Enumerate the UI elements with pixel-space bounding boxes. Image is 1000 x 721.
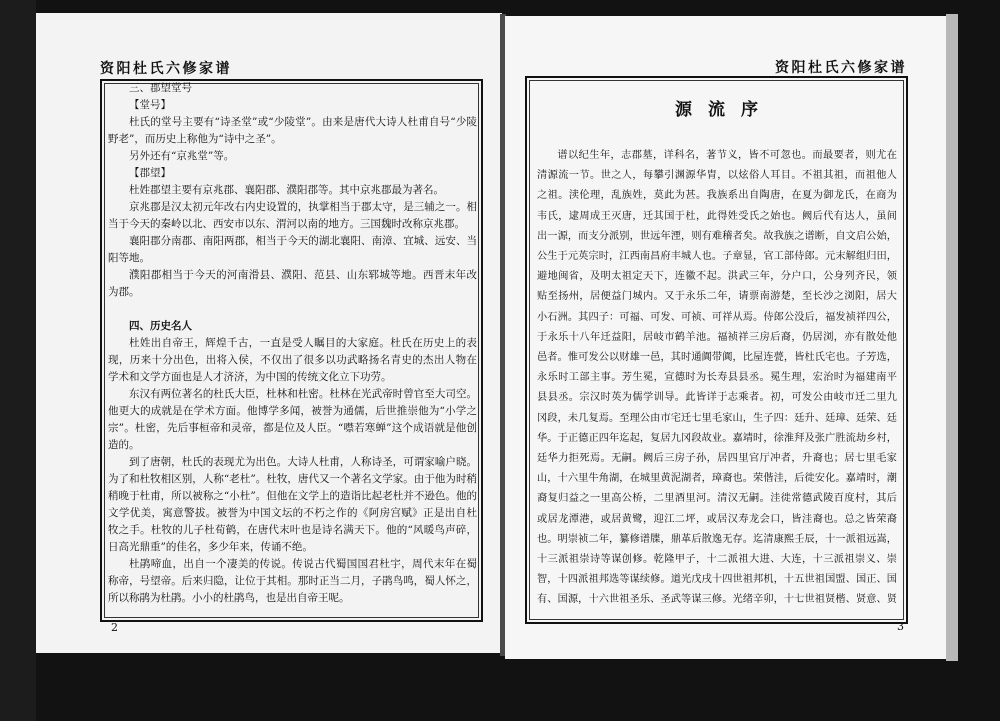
section-heading: 三、郡望堂号 <box>129 82 192 94</box>
section-heading: 四、历史名人 <box>129 320 192 332</box>
text-line: 永乐时工部主事。芳生冕，宣德时为长寿县县丞。冕生理，宏治时为福建南平 <box>537 372 897 384</box>
text-line: 到了唐朝，杜氏的表现尤为出色。大诗人杜甫，人称诗圣，可谓家喻户晓。 <box>129 456 477 468</box>
text-line: 所以称鹃为杜鹃。小小的杜鹃鸟，也是出自帝王呢。 <box>108 592 350 604</box>
text-line: 十三派祖崇诗等谋创修。乾隆甲子，十二派祖大进、大连，十三派祖崇义、崇 <box>537 554 897 566</box>
page-edge <box>946 14 958 661</box>
text-line: 称帝，号望帝。后来归隐，让位于其相。那时正当二月，子鹃鸟鸣，蜀人怀之， <box>108 575 477 587</box>
text-line: 稍晚于杜甫，所以被称之“小杜”。但他在文学上的造诣比起老杜并不逊色。他的 <box>108 490 477 502</box>
text-line: 有、国源，十六世祖圣乐、圣武等谋三修。光绪辛卯，十七世祖贤楷、贤意、贤 <box>537 594 897 606</box>
text-line: 他更大的成就是在学术方面。他博学多闻，被誉为通儒，后世推崇他为“小学之 <box>108 405 477 417</box>
text-line: 野老”，而历史上称他为“诗中之圣”。 <box>108 133 282 145</box>
text-line: 造的。 <box>108 439 140 451</box>
text-line: 杜鹃啼血，出自一个凄美的传说。传说古代蜀国国君杜宇，周代末年在蜀 <box>129 558 477 570</box>
text-line: 贴至扬州，居便益门城内。又于永乐二年，请票南游楚，至长沙之浏阳，居大 <box>537 291 897 303</box>
scan-background <box>0 0 36 721</box>
text-line: 或居龙潭港，或居黄鹭，迎江二坪，或居汉寿龙会口，皆洼裔也。总之皆荣裔 <box>537 513 897 525</box>
text-line: 襄阳郡分南郡、南阳两郡，相当于今天的湖北襄阳、南漳、宜城、远安、当 <box>129 235 477 247</box>
text-line: 避地闽省，及明太祖定天下，连徽不起。洪武三年，分户口，公身列齐民，领 <box>537 271 897 283</box>
text-line: 谱以纪生年，志郡墓，详科名，著节义，皆不可忽也。而最要者，则尤在 <box>557 150 897 161</box>
text-line: 濮阳郡相当于今天的河南滑县、濮阳、范县、山东郓城等地。西晋末年改 <box>129 269 477 281</box>
text-line: 现，历来十分出色，出将入侯，不仅出了很多以功武略扬名青史的杰出人物在 <box>108 354 477 366</box>
chapter-title: 源流序 <box>675 100 774 120</box>
page-number: 2 <box>111 621 118 634</box>
text-line: 韦氏，逮周成王灭唐，迁其国于杜，此得姓受氏之始也。阙后代有达人，虽间 <box>537 210 897 222</box>
text-line: 公生于元英宗时，江西南昌府丰城人也。子章显，官工部侍郎。元末解组归田， <box>537 251 897 263</box>
text-line: 文学优美，寓意警拔。被誉为中国文坛的不朽之作的《阿房宫赋》正是出自杜 <box>108 507 477 519</box>
text-line: 为郡。 <box>108 286 140 298</box>
text-line: 当于今天的秦岭以北、西安市以东、渭河以南的地方。三国魏时改称京兆郡。 <box>108 218 465 230</box>
text-line: 阳等地。 <box>108 252 150 264</box>
text-line: 出一源，而支分派别，世远年湮，则有难稽者矣。故我族之谱断，自文启公始， <box>537 230 897 242</box>
text-line: 日高光鼎重”的佳名，多少年来，传诵不绝。 <box>108 541 313 553</box>
text-line: 宗”。杜密，先后事桓帝和灵帝，都是位及人臣。“噤若寒蝉”这个成语就是他创 <box>108 422 477 434</box>
text-line: 之祖。渎伦理，乱族姓，莫此为甚。我族系出自陶唐，在夏为御龙氏，在商为 <box>537 190 897 202</box>
text-line: 另外还有“京兆堂”等。 <box>129 150 235 162</box>
text-line: 于永乐十八年迁益阳，居岐市鹤羊池。福祯祥三房后裔，仍居浏，亦有散处他 <box>537 331 897 343</box>
text-line: 华。于正德正四年迄起，复居九冈段故业。嘉靖时，徐淮拜及张广胜流劫乡村， <box>537 432 897 444</box>
running-header: 资阳杜氏六修家谱 <box>100 61 232 77</box>
text-line: 山，十六里牛角湖，在城里黄泥湖者，璋裔也。荣偕洼，后徙安化。嘉靖时，潮 <box>537 473 897 485</box>
page-number: 3 <box>897 620 904 633</box>
left-page-body <box>108 80 477 607</box>
text-line: 清源流一节。世之人，每攀引渊源华胄，以炫俗人耳目。不祖其祖，而祖他人 <box>537 170 897 182</box>
text-line: 牧之手。杜牧的儿子杜荀鹤，在唐代末叶也是诗名满天下。他的“风暖鸟声碎， <box>108 524 477 536</box>
text-line: 杜姓出自帝王，辉煌千古，一直是受人瞩目的大家庭。杜氏在历史上的表 <box>129 337 477 349</box>
text-line: 小石洲。其四子：可福、可发、可祯、可祥从焉。侍郎公没后，福发祯祥四公， <box>537 311 897 323</box>
subsection-label: 【郡望】 <box>129 167 171 179</box>
text-line: 冈段，未几复焉。至理公由市宅迁七里毛家山，生子四：廷升、廷璋、廷荣、廷 <box>537 412 897 424</box>
text-line: 智，十四派祖邦选等谋续修。道光戊戌十四世祖邦机，十五世祖国盟、国正、国 <box>537 574 897 586</box>
text-line: 邑者。惟可发公以财雄一邑，其时通阗带阗，比屋连甍，皆杜氏宅也。子芳选， <box>537 352 897 364</box>
right-page-body <box>537 146 897 611</box>
text-line: 也。明崇祯二年，纂修谱牒，鼎革后散逸无存。迄清康熙壬辰，十一派祖远嵩， <box>537 533 897 545</box>
text-line: 杜氏的堂号主要有“诗圣堂”或“少陵堂”。由来是唐代大诗人杜甫自号“少陵 <box>129 116 477 128</box>
text-line: 为了和杜牧相区别，人称“老杜”。杜牧，唐代又一个著名文学家。由于他为时稍 <box>108 473 477 485</box>
text-line: 杜姓郡望主要有京兆郡、襄阳郡、濮阳郡等。其中京兆郡最为著名。 <box>129 184 444 196</box>
text-line: 京兆郡是汉太初元年改右内史设置的，执掌相当于郡太守，是三辅之一。相 <box>129 201 477 213</box>
text-line: 裔复归益之一里高公桥，二里酒里河。清汉无嗣。洼徙常德武陵百度村，其后 <box>537 493 897 505</box>
text-line: 县县丞。宗汉时英为儒学训导。此皆详于志乘者。初，可发公由岐市迁二里九 <box>537 392 897 404</box>
running-header: 资阳杜氏六修家谱 <box>775 60 907 76</box>
text-line: 学术和文学方面也是人才济济，为中国的传统文化立下功劳。 <box>108 371 392 383</box>
subsection-label: 【堂号】 <box>129 99 171 111</box>
text-line: 廷华力拒死焉。无嗣。阙后三房子孙，居四里官厅冲者，升裔也；居七里毛家 <box>537 453 897 465</box>
text-line: 东汉有两位著名的杜氏大臣，杜林和杜密。杜林在光武帝时曾官至大司空。 <box>129 388 477 400</box>
section-gap <box>108 301 477 318</box>
